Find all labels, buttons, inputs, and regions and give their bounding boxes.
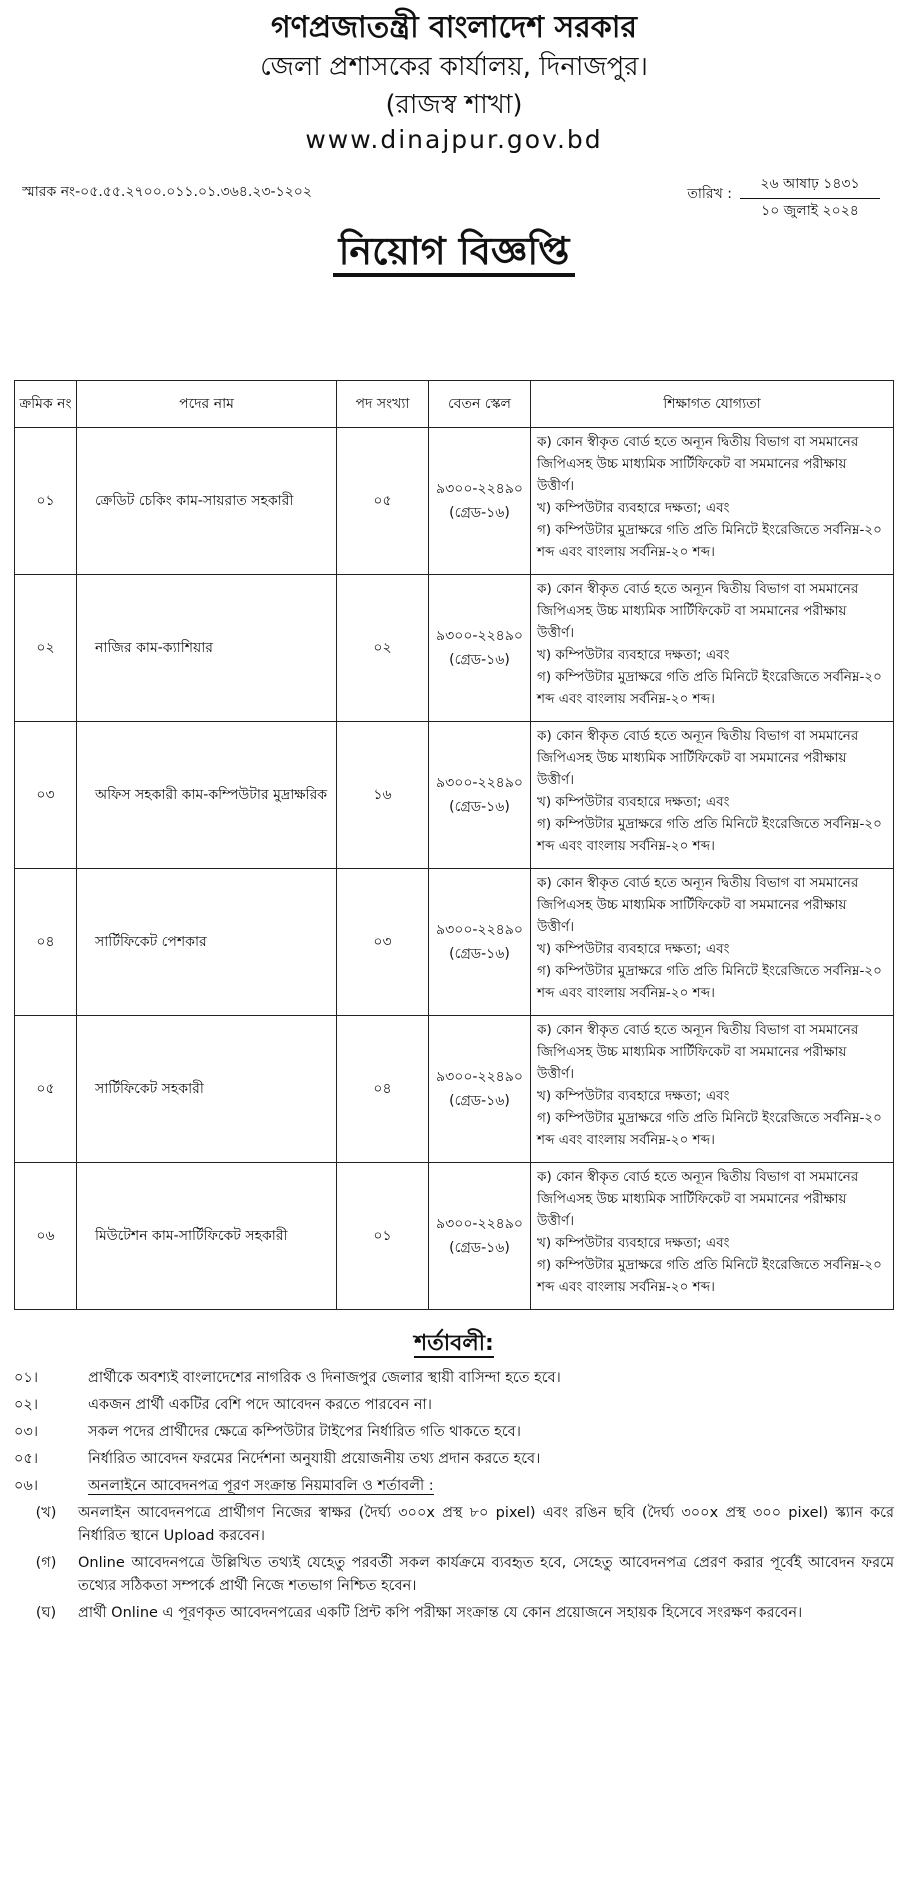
serial-cell: ০১ [15,428,77,575]
col-qualification: শিক্ষাগত যোগ্যতা [531,381,894,428]
qualification-cell [531,869,894,1016]
table-row [15,1163,894,1310]
online-rule-item [14,1602,894,1625]
notice-title-text: নিয়োগ বিজ্ঞপ্তি [333,229,576,277]
pay-scale-cell [429,1016,531,1163]
date-block [687,172,880,223]
post-name-cell: সার্টিফিকেট পেশকার [77,869,337,1016]
condition-number: ০৫। [14,1451,39,1467]
col-post-count: পদ সংখ্যা [337,381,429,428]
date-label: তারিখ : [687,186,732,202]
qualification-line: গ) কম্পিউটার মুদ্রাক্ষরে গতি প্রতি মিনিটে ইংরেজিতে সর্বনিম্ন-২০ শব্দ এবং বাংলায় সর্বনিম্ন-২০ শব্দ। [537,1110,882,1148]
notice-title [14,224,894,278]
table-row [15,1016,894,1163]
qualification-line: খ) কম্পিউটার ব্যবহারে দক্ষতা; এবং [537,500,730,516]
serial-cell: ০৩ [15,722,77,869]
grade: (গ্রেড-১৬) [449,652,510,668]
qualification-cell [531,722,894,869]
post-count-cell: ০১ [337,1163,429,1310]
date-bangla: ২৬ আষাঢ় ১৪৩১ [740,172,880,199]
conditions-title: শর্তাবলী: [414,1331,494,1356]
online-rules-list [14,1502,894,1625]
table-row [15,722,894,869]
grade: (গ্রেড-১৬) [449,946,510,962]
condition-item [14,1447,894,1471]
qualification-line: ক) কোন স্বীকৃত বোর্ড হতে অন্যূন দ্বিতীয় বিভাগ বা সমমানের জিপিএসহ উচ্চ মাধ্যমিক সার্টিফিকেট বা সমমানের পরীক্ষায় উত্তীর্ণ। [537,581,859,641]
rule-number: (গ) [35,1555,57,1571]
post-name-cell: অফিস সহকারী কাম-কম্পিউটার মুদ্রাক্ষরিক [77,722,337,869]
qualification-line: গ) কম্পিউটার মুদ্রাক্ষরে গতি প্রতি মিনিটে ইংরেজিতে সর্বনিম্ন-২০ শব্দ এবং বাংলায় সর্বনিম্ন-২০ শব্দ। [537,522,882,560]
post-name-cell: মিউটেশন কাম-সার্টিফিকেট সহকারী [77,1163,337,1310]
qualification-cell [531,575,894,722]
table-row [15,428,894,575]
qualification-line: খ) কম্পিউটার ব্যবহারে দক্ষতা; এবং [537,794,730,810]
serial-cell: ০৪ [15,869,77,1016]
rule-text: অনলাইন আবেদনপত্রে প্রার্থীগণ নিজের স্বাক্ষর (দৈর্ঘ্য ৩০০x প্রস্থ ৮০ pixel) এবং রঙিন ছবি (দৈর্ঘ্য ৩০০x প্রস্থ ৩০০ pixel) স্ক্যান করে নির্ধারিত স্থানে Upload করবেন। [78,1505,894,1544]
rule-number: (ঘ) [35,1605,57,1621]
branch-name: (রাজস্ব শাখা) [385,90,523,120]
post-name-cell: ক্রেডিট চেকিং কাম-সায়রাত সহকারী [77,428,337,575]
pay-scale: ৯৩০০-২২৪৯০ [436,1216,523,1232]
condition-item [14,1420,894,1444]
qualification-line: ক) কোন স্বীকৃত বোর্ড হতে অন্যূন দ্বিতীয় বিভাগ বা সমমানের জিপিএসহ উচ্চ মাধ্যমিক সার্টিফিকেট বা সমমানের পরীক্ষায় উত্তীর্ণ। [537,1169,859,1229]
post-count-cell: ০২ [337,575,429,722]
pay-scale-cell [429,869,531,1016]
col-serial: ক্রমিক নং [15,381,77,428]
pay-scale: ৯৩০০-২২৪৯০ [436,1069,523,1085]
memo-number: স্মারক নং-০৫.৫৫.২৭০০.০১১.০১.৩৬৪.২৩-১২০২ [22,184,312,200]
condition-item [14,1366,894,1390]
serial-cell: ০৬ [15,1163,77,1310]
col-pay-scale: বেতন স্কেল [429,381,531,428]
condition-text: নির্ধারিত আবেদন ফরমের নির্দেশনা অনুযায়ী প্রয়োজনীয় তথ্য প্রদান করতে হবে। [88,1451,541,1467]
qualification-line: গ) কম্পিউটার মুদ্রাক্ষরে গতি প্রতি মিনিটে ইংরেজিতে সর্বনিম্ন-২০ শব্দ এবং বাংলায় সর্বনিম্ন-২০ শব্দ। [537,816,882,854]
condition-number: ০৩। [14,1424,39,1440]
online-rule-item [14,1552,894,1598]
post-count-cell: ০৫ [337,428,429,575]
qualification-line: খ) কম্পিউটার ব্যবহারে দক্ষতা; এবং [537,941,730,957]
qualification-line: গ) কম্পিউটার মুদ্রাক্ষরে গতি প্রতি মিনিটে ইংরেজিতে সর্বনিম্ন-২০ শব্দ এবং বাংলায় সর্বনিম্ন-২০ শব্দ। [537,669,882,707]
reference-row [14,164,894,220]
office-name: জেলা প্রশাসকের কার্যালয়, দিনাজপুর। [260,52,648,82]
rule-text: প্রার্থী Online এ পূরণকৃত আবেদনপত্রের একটি প্রিন্ট কপি পরীক্ষা সংক্রান্ত যে কোন প্রয়োজনে সহায়ক হিসেবে সংরক্ষণ করবেন। [78,1605,803,1621]
post-name-cell: সার্টিফিকেট সহকারী [77,1016,337,1163]
pay-scale-cell [429,428,531,575]
qualification-line: ক) কোন স্বীকৃত বোর্ড হতে অন্যূন দ্বিতীয় বিভাগ বা সমমানের জিপিএসহ উচ্চ মাধ্যমিক সার্টিফিকেট বা সমমানের পরীক্ষায় উত্তীর্ণ। [537,875,859,935]
qualification-line: ক) কোন স্বীকৃত বোর্ড হতে অন্যূন দ্বিতীয় বিভাগ বা সমমানের জিপিএসহ উচ্চ মাধ্যমিক সার্টিফিকেট বা সমমানের পরীক্ষায় উত্তীর্ণ। [537,1022,859,1082]
qualification-cell [531,1016,894,1163]
letterhead [14,0,894,156]
grade: (গ্রেড-১৬) [449,1093,510,1109]
pay-scale: ৯৩০০-২২৪৯০ [436,922,523,938]
qualification-cell [531,1163,894,1310]
pay-scale-cell [429,575,531,722]
serial-cell: ০৫ [15,1016,77,1163]
qualification-line: খ) কম্পিউটার ব্যবহারে দক্ষতা; এবং [537,1088,730,1104]
post-count-cell: ১৬ [337,722,429,869]
table-row [15,869,894,1016]
table-row [15,575,894,722]
online-rule-item [14,1502,894,1548]
qualification-line: খ) কম্পিউটার ব্যবহারে দক্ষতা; এবং [537,647,730,663]
rule-number: (খ) [35,1505,57,1521]
pay-scale: ৯৩০০-২২৪৯০ [436,481,523,497]
condition-number: ০২। [14,1397,39,1413]
date-english: ১০ জুলাই ২০২৪ [761,203,859,219]
qualification-line: গ) কম্পিউটার মুদ্রাক্ষরে গতি প্রতি মিনিটে ইংরেজিতে সর্বনিম্ন-২০ শব্দ এবং বাংলায় সর্বনিম্ন-২০ শব্দ। [537,963,882,1001]
serial-cell: ০২ [15,575,77,722]
pay-scale: ৯৩০০-২২৪৯০ [436,628,523,644]
post-name-cell: নাজির কাম-ক্যাশিয়ার [77,575,337,722]
condition-text: একজন প্রার্থী একটির বেশি পদে আবেদন করতে পারবেন না। [88,1397,432,1413]
grade: (গ্রেড-১৬) [449,1240,510,1256]
posts-table [14,380,894,1310]
conditions-list [14,1366,894,1471]
post-count-cell: ০৪ [337,1016,429,1163]
qualification-cell [531,428,894,575]
pay-scale: ৯৩০০-২২৪৯০ [436,775,523,791]
qualification-line: ক) কোন স্বীকৃত বোর্ড হতে অন্যূন দ্বিতীয় বিভাগ বা সমমানের জিপিএসহ উচ্চ মাধ্যমিক সার্টিফিকেট বা সমমানের পরীক্ষায় উত্তীর্ণ। [537,434,859,494]
condition-text: প্রার্থীকে অবশ্যই বাংলাদেশের নাগরিক ও দিনাজপুর জেলার স্থায়ী বাসিন্দা হতে হবে। [88,1370,561,1386]
qualification-line: ক) কোন স্বীকৃত বোর্ড হতে অন্যূন দ্বিতীয় বিভাগ বা সমমানের জিপিএসহ উচ্চ মাধ্যমিক সার্টিফিকেট বা সমমানের পরীক্ষায় উত্তীর্ণ। [537,728,859,788]
post-count-cell: ০৩ [337,869,429,1016]
condition-text: সকল পদের প্রার্থীদের ক্ষেত্রে কম্পিউটার টাইপের নির্ধারিত গতি থাকতে হবে। [88,1424,521,1440]
condition-item [14,1393,894,1417]
rule-text: Online আবেদনপত্রে উল্লিখিত তথ্যই যেহেতু পরবর্তী সকল কার্যক্রমে ব্যবহৃত হবে, সেহেতু আবেদনপত্র প্রেরণ করার পূর্বেই আবেদন ফরমে তথ্যের সঠিকতা সম্পর্কে প্রার্থী নিজে শতভাগ নিশ্চিত হবেন। [78,1555,894,1594]
condition-number: ০১। [14,1370,39,1386]
pay-scale-cell [429,722,531,869]
table-header-row [15,381,894,428]
col-post-name: পদের নাম [77,381,337,428]
government-title: গণপ্রজাতন্ত্রী বাংলাদেশ সরকার [271,10,637,45]
grade: (গ্রেড-১৬) [449,799,510,815]
grade: (গ্রেড-১৬) [449,505,510,521]
qualification-line: গ) কম্পিউটার মুদ্রাক্ষরে গতি প্রতি মিনিটে ইংরেজিতে সর্বনিম্ন-২০ শব্দ এবং বাংলায় সর্বনিম্ন-২০ শব্দ। [537,1257,882,1295]
qualification-line: খ) কম্পিউটার ব্যবহারে দক্ষতা; এবং [537,1235,730,1251]
online-rules-heading: ০৬। অনলাইনে আবেদনপত্র পূরণ সংক্রান্ত নিয়মাবলি ও শর্তাবলী : [14,1478,434,1494]
website-link[interactable]: www.dinajpur.gov.bd [305,125,603,154]
pay-scale-cell [429,1163,531,1310]
